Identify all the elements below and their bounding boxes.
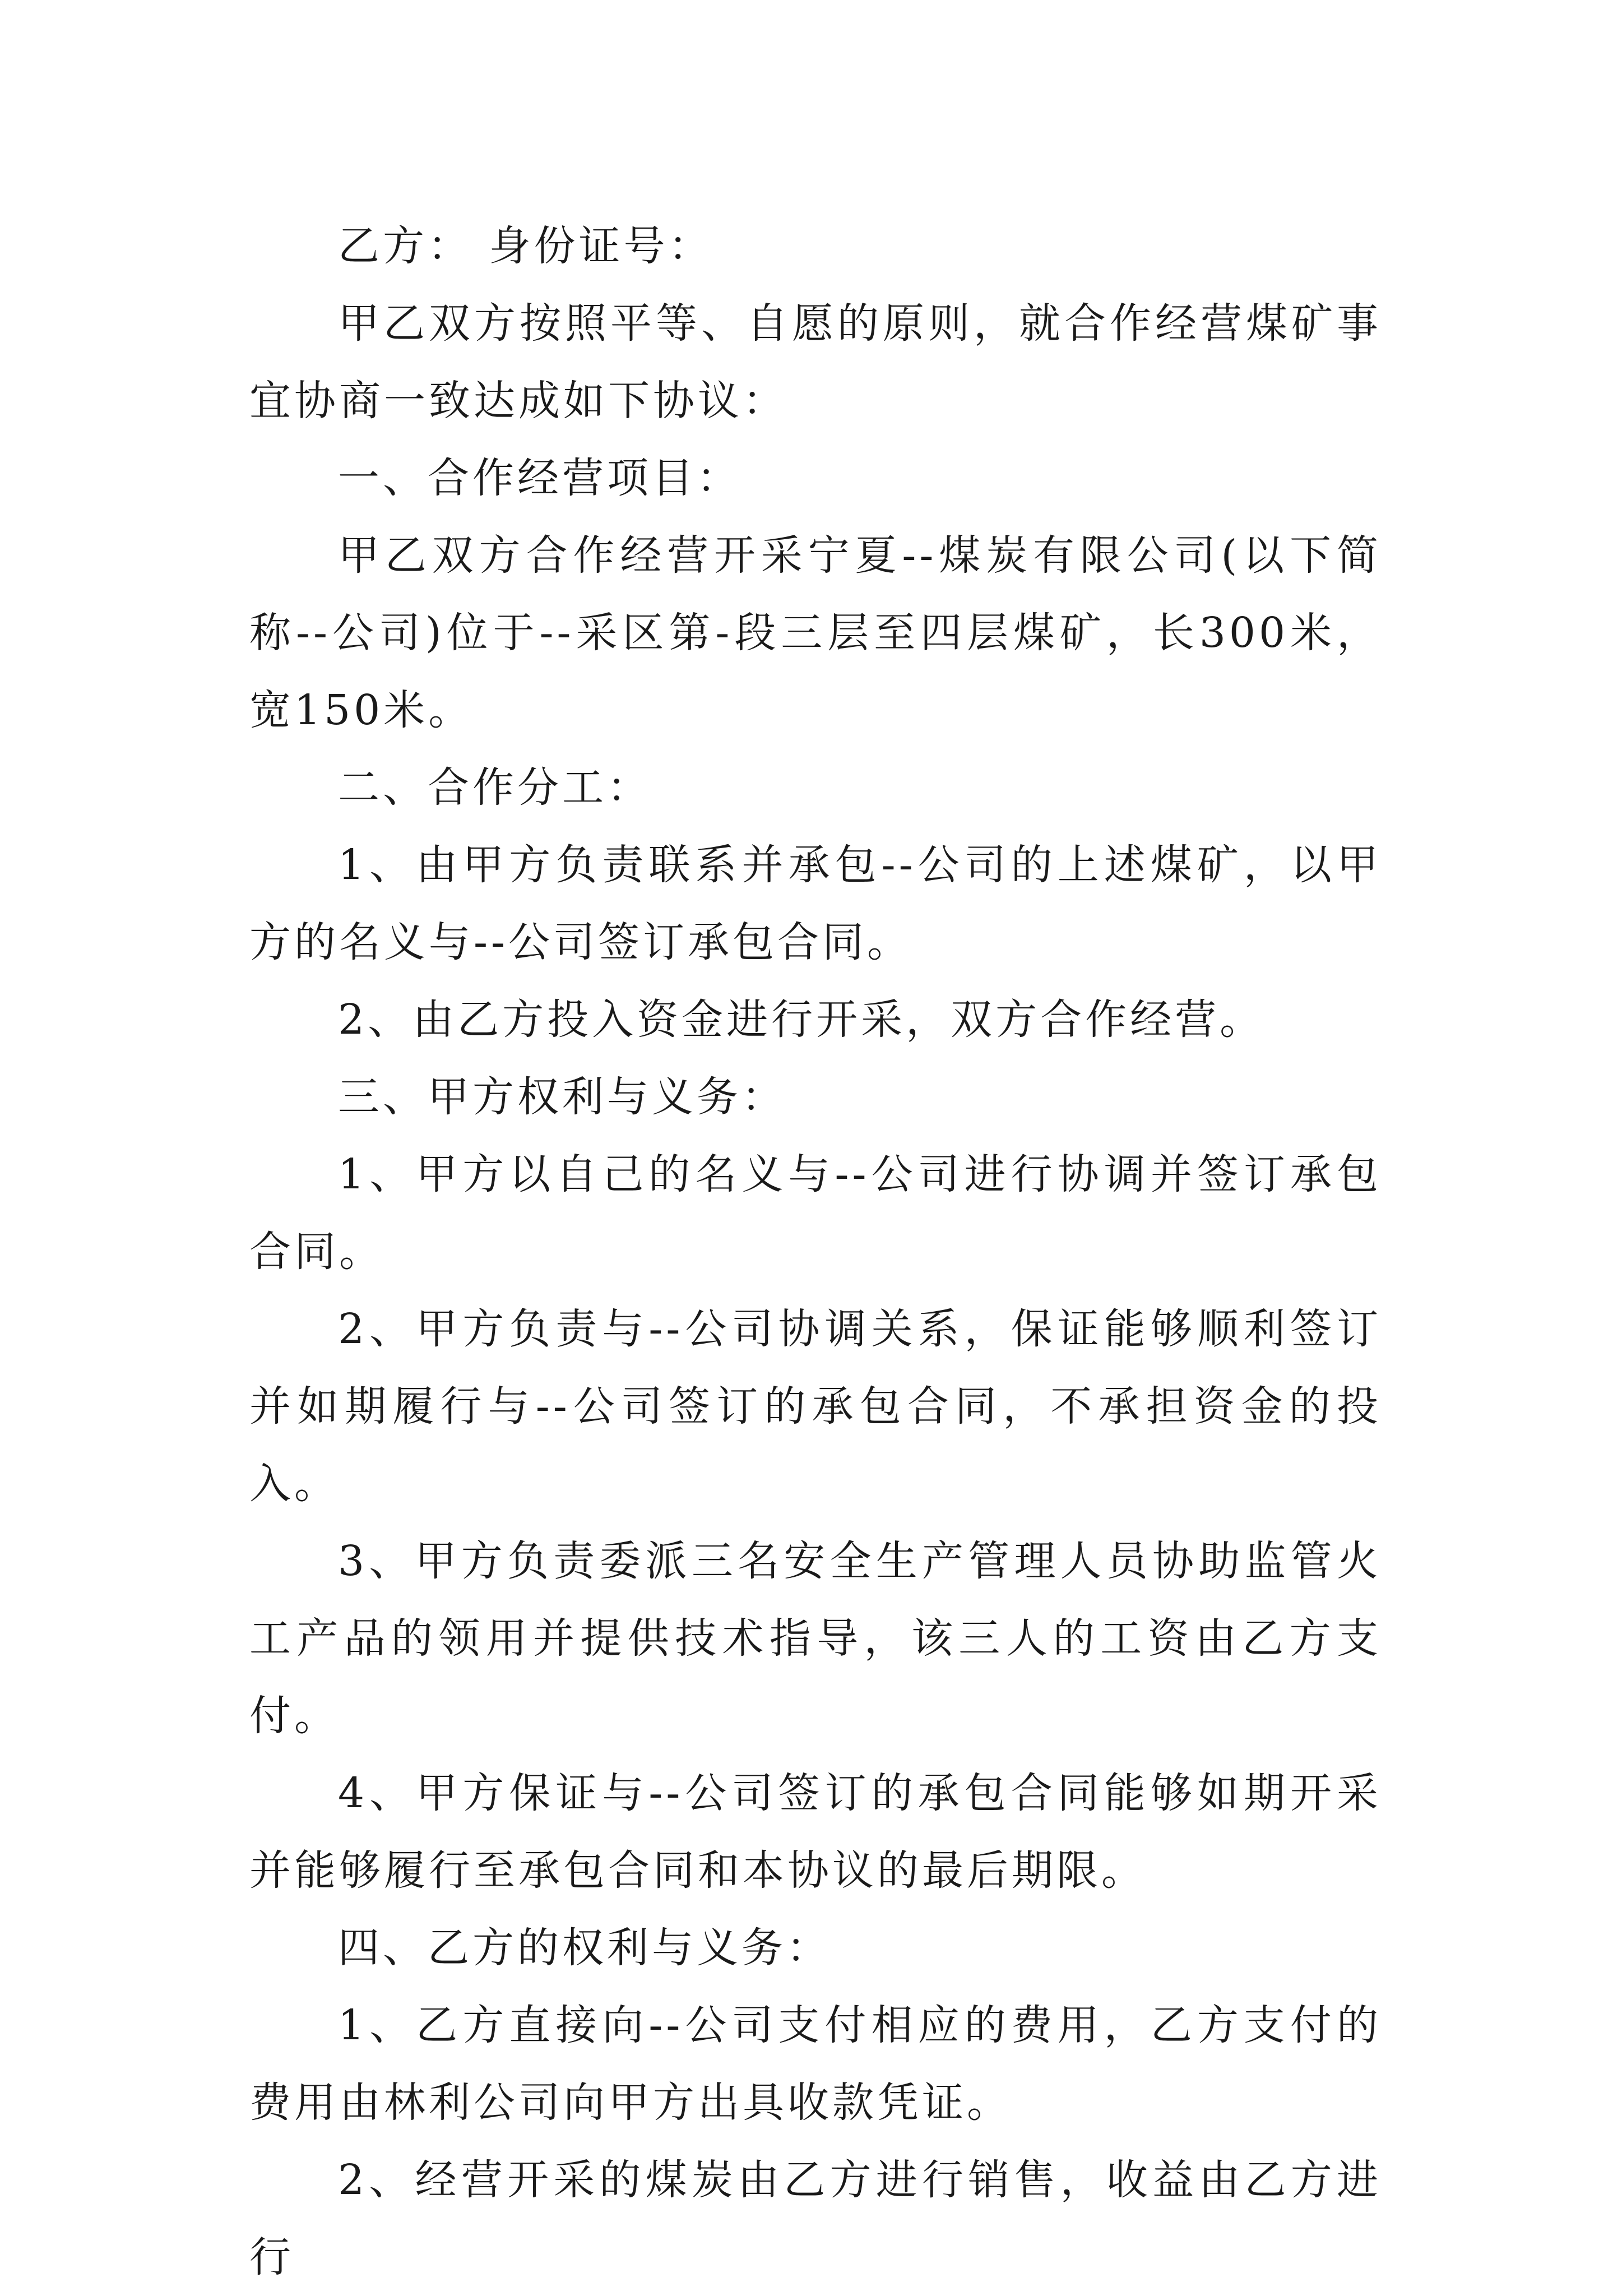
section-3-item-4: 4、甲方保证与--公司签订的承包合同能够如期开采并能够履行至承包合同和本协议的最后期限。: [249, 1769, 1382, 1895]
section-heading-4: 四、乙方的权利与义务：: [338, 1924, 831, 1972]
document-body: [249, 207, 1382, 2296]
section-heading-3: 三、甲方权利与义务：: [338, 1073, 786, 1121]
preamble-paragraph: 甲乙双方按照平等、自愿的原则，就合作经营煤矿事宜协商一致达成如下协议：: [249, 299, 1382, 425]
party-b-id-line: 乙方： 身份证号：: [338, 222, 713, 270]
section-4-item-1: 1、乙方直接向--公司支付相应的费用，乙方支付的费用由林利公司向甲方出具收款凭证。: [249, 2001, 1382, 2127]
section-3-item-2: 2、甲方负责与--公司协调关系，保证能够顺利签订并如期履行与--公司签订的承包合同，不承担资金的投入。: [249, 1305, 1382, 1508]
section-heading-2: 二、合作分工：: [338, 763, 652, 812]
section-3-item-1: 1、甲方以自己的名义与--公司进行协调并签订承包合同。: [249, 1150, 1382, 1276]
section-4-item-2: 2、经营开采的煤炭由乙方进行销售，收益由乙方进行: [249, 2156, 1382, 2281]
section-1-paragraph: 甲乙双方合作经营开采宁夏--煤炭有限公司(以下简称--公司)位于--采区第-段三层至四层煤矿，长300米，宽150米。: [249, 531, 1382, 734]
section-3-item-3: 3、甲方负责委派三名安全生产管理人员协助监管火工产品的领用并提供技术指导，该三人的工资由乙方支付。: [249, 1537, 1382, 1740]
section-2-item-1: 1、由甲方负责联系并承包--公司的上述煤矿，以甲方的名义与--公司签订承包合同。: [249, 841, 1382, 966]
section-2-item-2: 2、由乙方投入资金进行开采，双方合作经营。: [338, 996, 1265, 1044]
section-heading-1: 一、合作经营项目：: [338, 454, 742, 502]
